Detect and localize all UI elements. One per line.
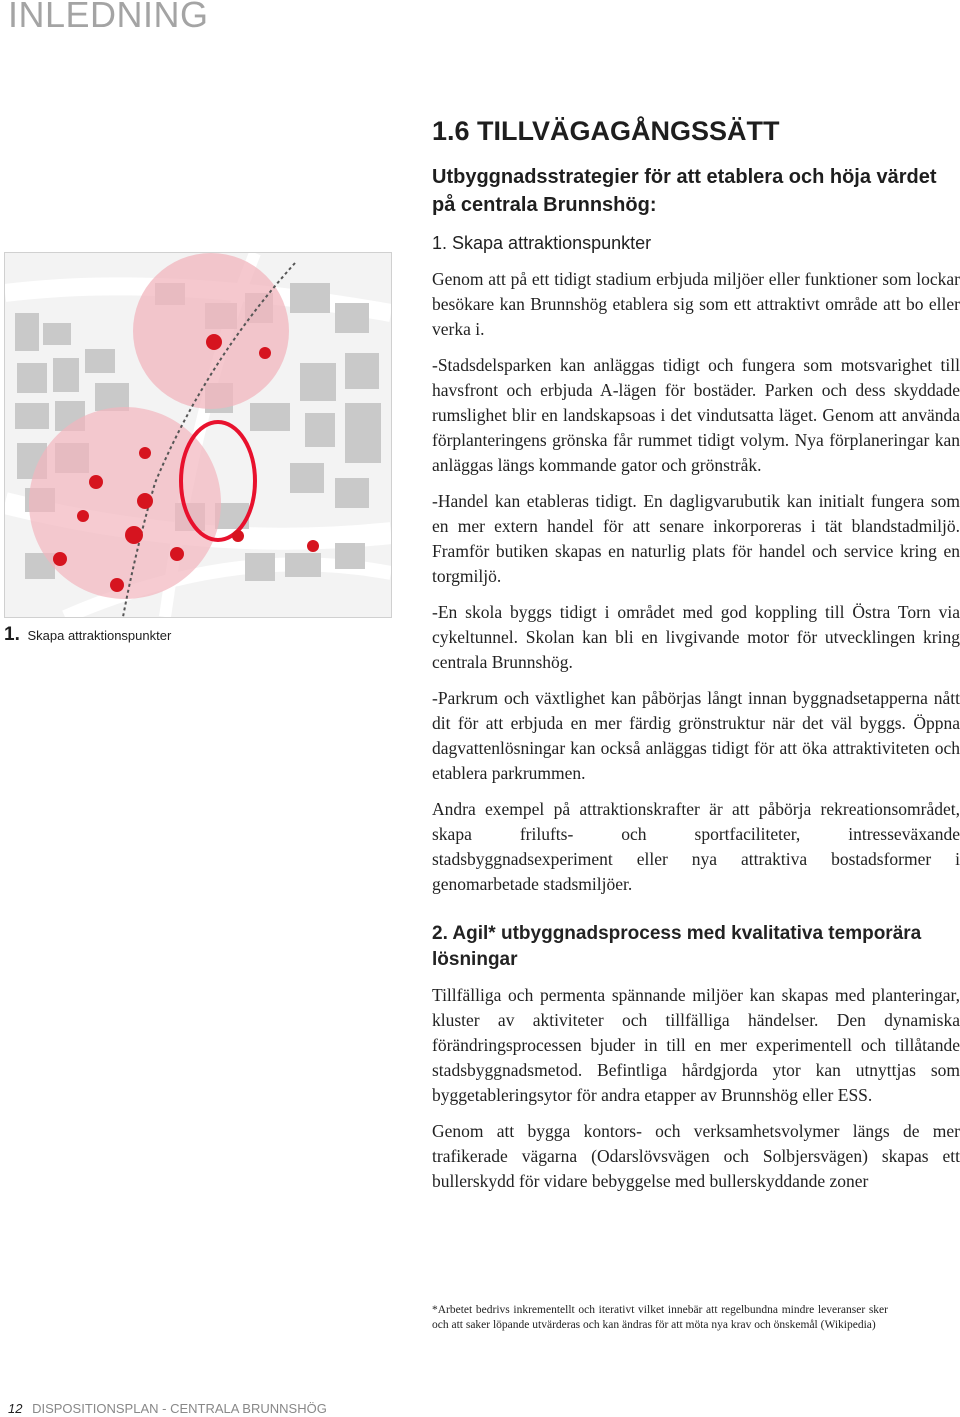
main-text-column [432,230,960,1205]
footnote: *Arbetet bedrivs inkrementellt och iterativt vilket innebär att regelbundna mindre leveranser sker och att saker löpande utvärderas och kan ändras för att möta nya krav och önskemål (Wikipedia) [432,1304,888,1331]
strategy-1-heading: 1. Skapa attraktionspunkter [432,233,652,253]
section-heading: 1.6 TILLVÄGAGÅNGSSÄTT [432,116,780,146]
paragraph-intro: Genom att på ett tidigt stadium erbjuda miljöer eller funktioner som lockar besökare kan Brunnshög etablera sig som ett attraktivt område att bo eller verka i. [432,269,960,339]
footer-label: DISPOSITIONSPLAN - CENTRALA BRUNNSHÖG [32,1401,327,1416]
page-footer [8,1401,327,1416]
paragraph-noise-shield: Genom att bygga kontors- och verksamhetsvolymer längs de mer trafikerade vägarna (Odarslövsvägen och Solbjersvägen) skapas ett bullerskydd för vidare bebyggelse med bullerskyddande zoner [432,1121,960,1191]
map-caption [4,624,171,646]
map-caption-number: 1. [4,624,20,645]
attraction-points-map [4,252,392,618]
paragraph-park: -Stadsdelsparken kan anläggas tidigt och fungera som motsvarighet till havsfront och erbjuda A-lägen för bostäder. Parken och dess skyddade rumslighet blir en landskapsoas i det vindutsatta läget. Genom att använda förplanteringens grönska får rummet tidigt volym. Nya förplaneringar kan anläggas längs kommande gator och grönstråk. [432,355,960,475]
page-header-title: INLEDNING [8,0,209,35]
section-subheading: Utbyggnadsstrategier för att etablera och höja värdet på centrala Brunnshög: [432,166,937,216]
map-caption-text: Skapa attraktionspunkter [27,628,172,643]
paragraph-school: -En skola byggs tidigt i området med god koppling till Östra Torn via cykeltunnel. Skolan kan bli en livgivande motor för utvecklingen kring centrala Brunnshög. [432,602,960,672]
page-number: 12 [8,1401,23,1416]
paragraph-other-examples: Andra exempel på attraktionskrafter är att påbörja rekreationsområdet, skapa frilufts- och sportfaciliteter, intresseväxande stadsbyggnadsexperiment eller nya attraktiva bostadsformer i genomarbetade stadsmiljöer. [432,799,960,894]
strategy-2-heading: 2. Agil* utbyggnadsprocess med kvalitativa temporära lösningar [432,923,922,970]
paragraph-retail: -Handel kan etableras tidigt. En dagligvarubutik kan initialt fungera som en mer extern handel för att senare inkorporeras i tät blandstadmiljö. Framför butiken skapas en naturlig plats för handel och service kring en torgmiljö. [432,491,960,586]
paragraph-greenery: -Parkrum och växtlighet kan påbörjas långt innan byggnadsetapperna nått dit för att erbjuda en mer färdig grönstruktur när det väl byggs. Öppna dagvattenlösningar kan också anläggas tidigt för att öka attraktiviteten och etablera parkrummen. [432,688,960,783]
attraction-zone-north [133,253,289,409]
paragraph-temporary: Tillfälliga och permenta spännande miljöer kan skapas med planteringar, kluster av aktiviteter och tillfälliga händelser. Den dynamiska förändringsprocessen bjuder in till en mer experimentell och tillåtande stadsbyggnadsmetod. Befintliga hårdgjorda ytor kan utnyttjas som byggetableringsytor för andra etapper av Brunnshög eller ESS. [432,985,960,1105]
